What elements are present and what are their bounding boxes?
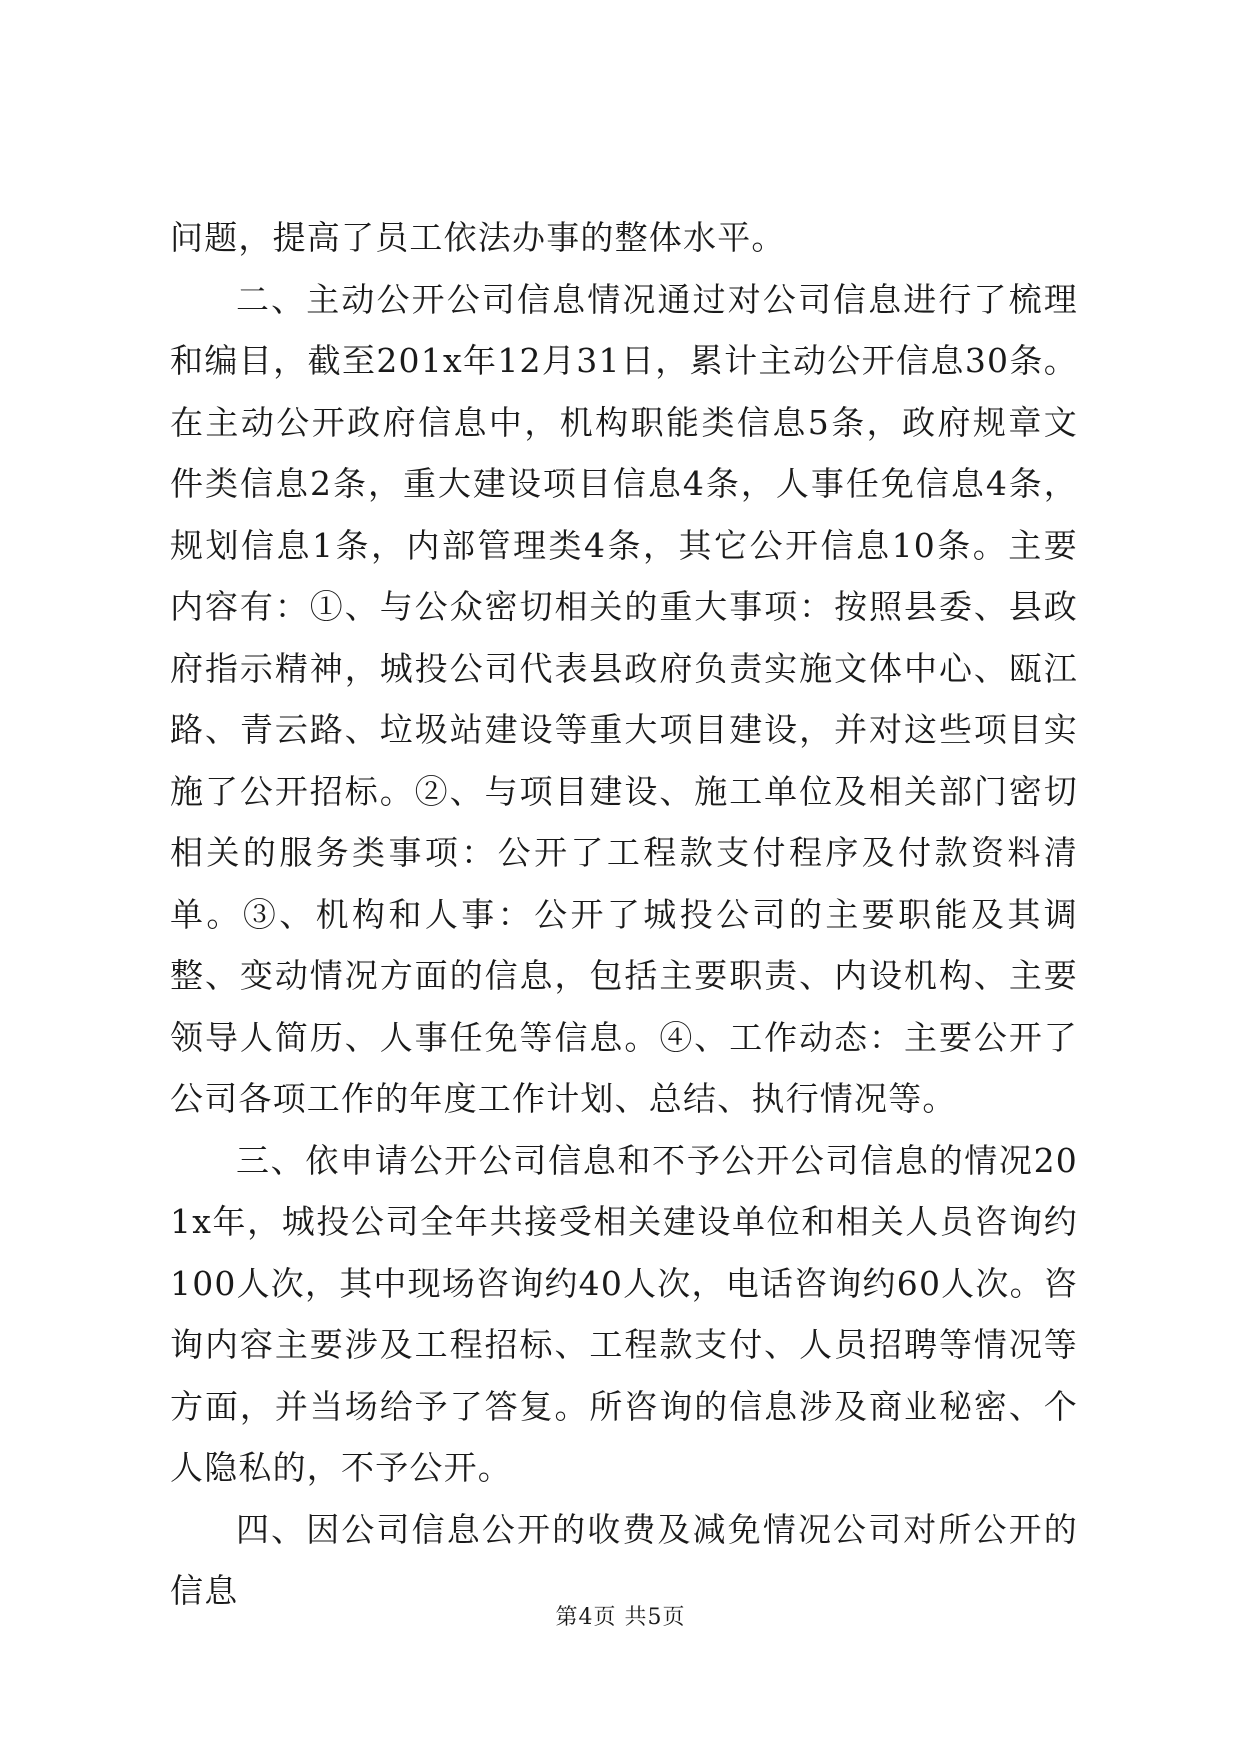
paragraph-continuation: 问题，提高了员工依法办事的整体水平。: [170, 218, 786, 257]
document-body: [170, 207, 1078, 1622]
paragraph-section-two: 二、主动公开公司信息情况通过对公司信息进行了梳理和编目，截至201x年12月31日，累计主动公开信息30条。在主动公开政府信息中，机构职能类信息5条，政府规章文件类信息2条，重大建设项目信息4条，人事任免信息4条，规划信息1条，内部管理类4条，其它公开信息10条。主要内容有：①、与公众密切相关的重大事项：按照县委、县政府指示精神，城投公司代表县政府负责实施文体中心、瓯江路、青云路、垃圾站建设等重大项目建设，并对这些项目实施了公开招标。②、与项目建设、施工单位及相关部门密切相关的服务类事项：公开了工程款支付程序及付款资料清单。③、机构和人事：公开了城投公司的主要职能及其调整、变动情况方面的信息，包括主要职责、内设机构、主要领导人简历、人事任免等信息。④、工作动态：主要公开了公司各项工作的年度工作计划、总结、执行情况等。: [170, 279, 1078, 1118]
paragraph-section-three: 三、依申请公开公司信息和不予公开公司信息的情况201x年，城投公司全年共接受相关建设单位和相关人员咨询约100人次，其中现场咨询约40人次，电话咨询约60人次。咨询内容主要涉及工程招标、工程款支付、人员招聘等情况等方面，并当场给予了答复。所咨询的信息涉及商业秘密、个人隐私的，不予公开。: [170, 1140, 1078, 1487]
paragraph-section-four: 四、因公司信息公开的收费及减免情况公司对所公开的信息: [170, 1509, 1078, 1610]
page-number-footer: 第4页 共5页: [555, 1605, 686, 1630]
